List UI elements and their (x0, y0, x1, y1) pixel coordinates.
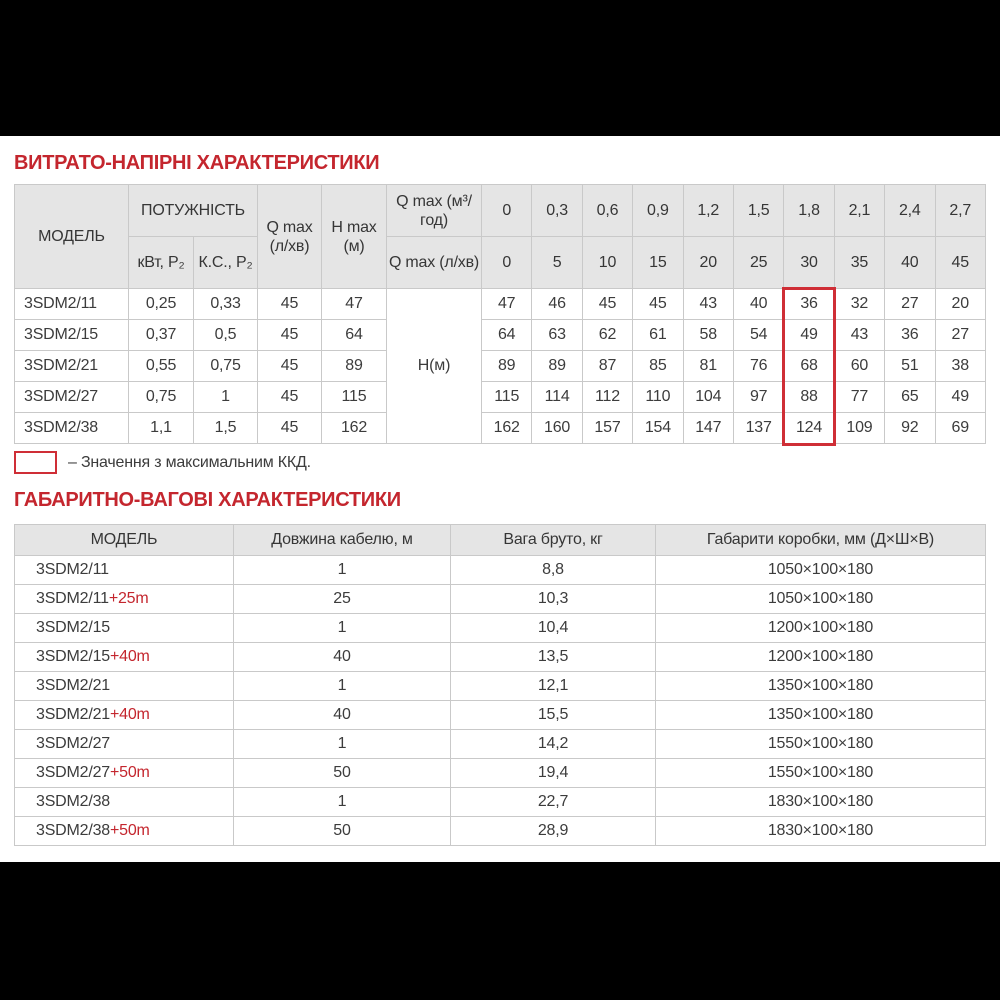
model-name: 3SDM2/38 (36, 822, 110, 839)
hmax-cell: 162 (322, 413, 387, 444)
model-name: 3SDM2/11 (36, 590, 109, 607)
table2-row (15, 643, 986, 672)
head-value-cell: 124 (784, 413, 834, 444)
cable-length-cell: 40 (234, 643, 451, 672)
power-kw-cell: 0,37 (129, 320, 194, 351)
head-value-cell: 63 (532, 320, 582, 351)
head-value-cell: 61 (633, 320, 683, 351)
power-column-header: ПОТУЖНІСТЬ (129, 185, 258, 237)
head-value-cell: 46 (532, 289, 582, 320)
qmax-m3h-label: Q max (м³/год) (387, 185, 482, 237)
table2-row (15, 701, 986, 730)
legend-swatch (14, 451, 57, 474)
head-value-cell: 137 (733, 413, 783, 444)
head-value-cell: 89 (532, 351, 582, 382)
model-name: 3SDM2/21 (36, 706, 110, 723)
model-cell (15, 759, 234, 788)
head-value-cell: 20 (935, 289, 985, 320)
model-name: 3SDM2/21 (36, 677, 110, 694)
cable-length-cell: 25 (234, 585, 451, 614)
gross-weight-cell: 19,4 (451, 759, 656, 788)
table2-row (15, 585, 986, 614)
flow-lmin-header-cell: 30 (784, 237, 834, 289)
flow-m3h-header-cell: 2,7 (935, 185, 985, 237)
qmax-column-header: Q max (л/хв) (258, 185, 322, 289)
head-value-cell: 97 (733, 382, 783, 413)
box-dimensions-cell: 1200×100×180 (656, 643, 986, 672)
cable-length-header: Довжина кабелю, м (234, 525, 451, 556)
cable-length-cell: 40 (234, 701, 451, 730)
box-dimensions-cell: 1200×100×180 (656, 614, 986, 643)
section1-title: ВИТРАТО-НАПІРНІ ХАРАКТЕРИСТИКИ (14, 152, 380, 174)
power-hp-cell: 1,5 (194, 413, 258, 444)
head-value-cell: 38 (935, 351, 985, 382)
cable-length-cell: 1 (234, 556, 451, 585)
head-value-cell: 45 (582, 289, 632, 320)
gross-weight-cell: 14,2 (451, 730, 656, 759)
model-name: 3SDM2/27 (36, 735, 110, 752)
flow-lmin-header-cell: 10 (582, 237, 632, 289)
qmax-lmin-label: Q max (л/хв) (387, 237, 482, 289)
flow-m3h-header-cell: 0,3 (532, 185, 582, 237)
head-value-cell: 88 (784, 382, 834, 413)
table1-row (15, 351, 986, 382)
head-value-cell: 154 (633, 413, 683, 444)
box-dimensions-cell: 1550×100×180 (656, 759, 986, 788)
flow-m3h-header-cell: 0,6 (582, 185, 632, 237)
head-value-cell: 157 (582, 413, 632, 444)
model-name: 3SDM2/27 (36, 764, 110, 781)
head-value-cell: 114 (532, 382, 582, 413)
head-value-cell: 54 (733, 320, 783, 351)
model-cell: 3SDM2/15 (15, 320, 129, 351)
cable-length-cell: 1 (234, 672, 451, 701)
hmax-cell: 89 (322, 351, 387, 382)
head-value-cell: 77 (834, 382, 884, 413)
gross-weight-cell: 28,9 (451, 817, 656, 846)
flow-lmin-header-cell: 5 (532, 237, 582, 289)
head-value-cell: 104 (683, 382, 733, 413)
flow-head-table (14, 184, 986, 444)
head-value-cell: 147 (683, 413, 733, 444)
head-value-cell: 81 (683, 351, 733, 382)
head-value-cell: 49 (784, 320, 834, 351)
qmax-cell: 45 (258, 351, 322, 382)
head-value-cell: 47 (482, 289, 532, 320)
flow-m3h-header-cell: 2,1 (834, 185, 884, 237)
flow-lmin-header-cell: 25 (733, 237, 783, 289)
model-cell (15, 730, 234, 759)
bottom-black-bar (0, 862, 1000, 1000)
model-cell (15, 817, 234, 846)
legend-row (14, 450, 1000, 475)
flow-m3h-header-cell: 0 (482, 185, 532, 237)
box-dimensions-cell: 1350×100×180 (656, 701, 986, 730)
power-hp-cell: 0,5 (194, 320, 258, 351)
head-value-cell: 60 (834, 351, 884, 382)
head-value-cell: 32 (834, 289, 884, 320)
head-value-cell: 62 (582, 320, 632, 351)
power-kw-cell: 0,25 (129, 289, 194, 320)
flow-lmin-header-cell: 20 (683, 237, 733, 289)
head-value-cell: 64 (482, 320, 532, 351)
model-cable-suffix: +25m (108, 590, 149, 607)
head-value-cell: 27 (885, 289, 935, 320)
head-value-cell: 36 (784, 289, 834, 320)
power-kw-cell: 1,1 (129, 413, 194, 444)
table2-row (15, 788, 986, 817)
gross-weight-cell: 22,7 (451, 788, 656, 817)
table1-row (15, 320, 986, 351)
table1-header-row-2 (15, 237, 986, 289)
top-black-bar (0, 0, 1000, 136)
qmax-cell: 45 (258, 382, 322, 413)
head-value-cell: 68 (784, 351, 834, 382)
model-cell (15, 672, 234, 701)
box-dimensions-cell: 1350×100×180 (656, 672, 986, 701)
head-value-cell: 49 (935, 382, 985, 413)
model-cable-suffix: +50m (110, 764, 150, 781)
flow-lmin-header-cell: 15 (633, 237, 683, 289)
head-value-cell: 110 (633, 382, 683, 413)
hmax-cell: 47 (322, 289, 387, 320)
head-value-cell: 40 (733, 289, 783, 320)
hmax-cell: 64 (322, 320, 387, 351)
table2-header-row (15, 525, 986, 556)
gross-weight-cell: 8,8 (451, 556, 656, 585)
head-value-cell: 109 (834, 413, 884, 444)
head-value-cell: 65 (885, 382, 935, 413)
power-hp-cell: 0,75 (194, 351, 258, 382)
hmax-column-header: H max (м) (322, 185, 387, 289)
qmax-cell: 45 (258, 413, 322, 444)
head-value-cell: 27 (935, 320, 985, 351)
flow-m3h-header-cell: 2,4 (885, 185, 935, 237)
gross-weight-header: Вага бруто, кг (451, 525, 656, 556)
power-kw-header: кВт, Р₂ (129, 237, 194, 289)
head-value-cell: 115 (482, 382, 532, 413)
power-kw-cell: 0,55 (129, 351, 194, 382)
table1-header-row-1 (15, 185, 986, 237)
table2-row (15, 614, 986, 643)
flow-m3h-header-cell: 1,2 (683, 185, 733, 237)
section2-title: ГАБАРИТНО-ВАГОВІ ХАРАКТЕРИСТИКИ (14, 489, 401, 511)
head-value-cell: 112 (582, 382, 632, 413)
head-value-cell: 92 (885, 413, 935, 444)
model-cell: 3SDM2/11 (15, 289, 129, 320)
power-hp-cell: 0,33 (194, 289, 258, 320)
cable-length-cell: 50 (234, 759, 451, 788)
head-value-cell: 43 (683, 289, 733, 320)
cable-length-cell: 1 (234, 730, 451, 759)
gross-weight-cell: 10,3 (451, 585, 656, 614)
table2-row (15, 672, 986, 701)
model-cable-suffix: +50m (110, 822, 150, 839)
cable-length-cell: 1 (234, 614, 451, 643)
model-column-header: МОДЕЛЬ (15, 525, 234, 556)
head-value-cell: 51 (885, 351, 935, 382)
model-column-header: МОДЕЛЬ (15, 185, 129, 289)
gross-weight-cell: 10,4 (451, 614, 656, 643)
model-cell (15, 788, 234, 817)
legend-text: – Значення з максимальним ККД. (68, 453, 311, 471)
head-value-cell: 76 (733, 351, 783, 382)
table2-row (15, 556, 986, 585)
h-m-merged-cell: Н(м) (387, 289, 482, 444)
flow-m3h-header-cell: 0,9 (633, 185, 683, 237)
gross-weight-cell: 13,5 (451, 643, 656, 672)
flow-m3h-header-cell: 1,8 (784, 185, 834, 237)
flow-lmin-header-cell: 40 (885, 237, 935, 289)
flow-lmin-header-cell: 0 (482, 237, 532, 289)
power-hp-cell: 1 (194, 382, 258, 413)
model-cell (15, 614, 234, 643)
model-cell (15, 585, 234, 614)
head-value-cell: 89 (482, 351, 532, 382)
model-cell: 3SDM2/38 (15, 413, 129, 444)
model-name: 3SDM2/15 (36, 648, 110, 665)
hmax-cell: 115 (322, 382, 387, 413)
power-kw-cell: 0,75 (129, 382, 194, 413)
cable-length-cell: 50 (234, 817, 451, 846)
table2-row (15, 817, 986, 846)
head-value-cell: 36 (885, 320, 935, 351)
dimensions-weight-table (14, 524, 986, 846)
model-name: 3SDM2/15 (36, 619, 110, 636)
flow-head-table-wrap (0, 184, 1000, 444)
model-cell (15, 643, 234, 672)
flow-lmin-header-cell: 35 (834, 237, 884, 289)
page-content (0, 136, 1000, 846)
head-value-cell: 43 (834, 320, 884, 351)
power-hp-header: К.С., Р₂ (194, 237, 258, 289)
qmax-cell: 45 (258, 320, 322, 351)
flow-m3h-header-cell: 1,5 (733, 185, 783, 237)
box-dimensions-cell: 1550×100×180 (656, 730, 986, 759)
head-value-cell: 85 (633, 351, 683, 382)
table1-row (15, 413, 986, 444)
model-cell: 3SDM2/27 (15, 382, 129, 413)
table1-row (15, 289, 986, 320)
head-value-cell: 58 (683, 320, 733, 351)
head-value-cell: 162 (482, 413, 532, 444)
box-dimensions-cell: 1830×100×180 (656, 817, 986, 846)
head-value-cell: 69 (935, 413, 985, 444)
box-dimensions-cell: 1050×100×180 (656, 556, 986, 585)
table2-row (15, 759, 986, 788)
head-value-cell: 160 (532, 413, 582, 444)
model-cell (15, 701, 234, 730)
gross-weight-cell: 12,1 (451, 672, 656, 701)
box-dimensions-cell: 1830×100×180 (656, 788, 986, 817)
box-dimensions-cell: 1050×100×180 (656, 585, 986, 614)
model-cable-suffix: +40m (110, 648, 150, 665)
table1-row (15, 382, 986, 413)
table2-row (15, 730, 986, 759)
model-cell: 3SDM2/21 (15, 351, 129, 382)
flow-lmin-header-cell: 45 (935, 237, 985, 289)
head-value-cell: 87 (582, 351, 632, 382)
head-value-cell: 45 (633, 289, 683, 320)
gross-weight-cell: 15,5 (451, 701, 656, 730)
cable-length-cell: 1 (234, 788, 451, 817)
model-cable-suffix: +40m (110, 706, 150, 723)
model-cell (15, 556, 234, 585)
model-name: 3SDM2/11 (36, 561, 109, 578)
model-name: 3SDM2/38 (36, 793, 110, 810)
box-dimensions-header: Габарити коробки, мм (Д×Ш×В) (656, 525, 986, 556)
qmax-cell: 45 (258, 289, 322, 320)
